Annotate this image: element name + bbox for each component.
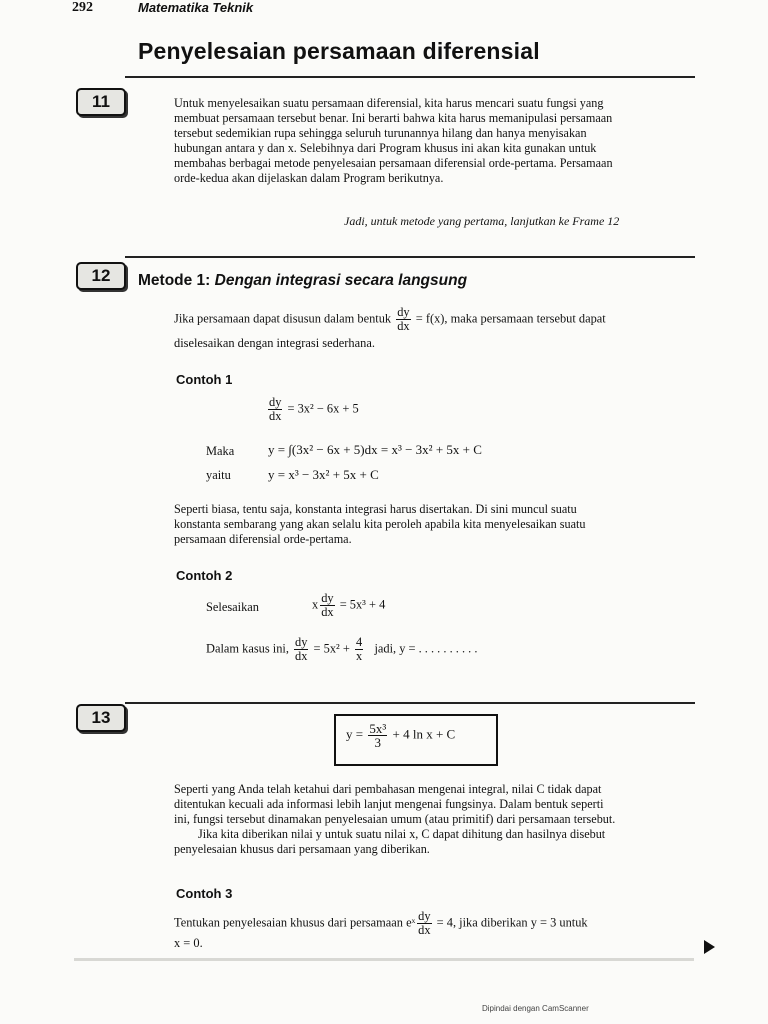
- next-page-arrow-icon: [704, 940, 715, 954]
- frame-divider: [125, 256, 695, 258]
- intro-text: Jika persamaan dapat disusun dalam bentuk: [174, 311, 392, 326]
- frame11-next-link: Jadi, untuk metode yang pertama, lanjutkan ke Frame 12: [344, 214, 620, 228]
- example-3-line-2: x = 0.: [174, 936, 203, 950]
- page-bottom-shadow: [74, 958, 694, 961]
- example-1-equation-3: y = x³ − 3x² + 5x + C: [268, 467, 379, 482]
- frac-num: 5x³: [369, 721, 387, 736]
- frac-den: dx: [397, 319, 410, 333]
- frac-num: 4: [355, 635, 363, 649]
- example-3-heading: Contoh 3: [176, 886, 233, 901]
- frac-den: dx: [295, 649, 308, 663]
- frac-num: dy: [321, 591, 334, 605]
- frame13-line: Jika kita diberikan nilai y untuk suatu nilai x, C dapat dihitung dan hasilnya disebut: [198, 827, 606, 841]
- method-heading-prefix: Metode 1:: [138, 272, 215, 289]
- frame11-line: membuat persamaan tersebut benar. Ini berarti bahwa kita harus memanipulasi persamaan: [174, 111, 613, 125]
- derivative-fraction: [294, 636, 308, 663]
- frame12-paragraph: [174, 502, 698, 547]
- example-1-equation-2: y = ∫(3x² − 6x + 5)dx = x³ − 3x² + 5x + C: [268, 442, 482, 457]
- equation-text: Dalam kasus ini,: [206, 641, 289, 656]
- derivative-fraction: [320, 592, 334, 619]
- intro-line: [174, 306, 606, 333]
- equation-text: eˣ: [406, 915, 416, 930]
- equation-text: = 5x³ + 4: [339, 597, 386, 612]
- frame12-line: Seperti biasa, tentu saja, konstanta integrasi harus disertakan. Di sini muncul suatu: [174, 502, 577, 516]
- frame11-line: membahas berbagai metode penyelesaian persamaan diferensial orde-pertama. Persamaan: [174, 156, 613, 170]
- frame-number-11: 11: [76, 88, 126, 116]
- example-3-line-1: [174, 910, 588, 937]
- equation-var-x: x: [312, 597, 319, 612]
- frame-number-12: 12: [76, 262, 126, 290]
- frame11-paragraph: [174, 96, 698, 186]
- method-heading-title: Dengan integrasi secara langsung: [214, 272, 468, 289]
- example-1-maka: Maka: [206, 444, 235, 458]
- frac-den: dx: [269, 409, 282, 423]
- derivative-fraction: [396, 306, 410, 333]
- frame13-line: ditentukan kecuali ada informasi lebih lanjut mengenai fungsinya. Dalam bentuk seperti: [174, 797, 604, 811]
- intro-text: = f(x), maka persamaan tersebut dapat: [415, 311, 606, 326]
- frac-den: 3: [374, 735, 382, 750]
- scanner-watermark: Dipindai dengan CamScanner: [482, 1004, 589, 1013]
- answer-fraction: [368, 722, 387, 749]
- frac-den: dx: [418, 923, 431, 937]
- example-1-equation-1: [266, 396, 359, 423]
- equation-text: y =: [346, 726, 364, 742]
- section-title: Penyelesaian persamaan diferensial: [138, 38, 540, 64]
- equation-text: = 5x² +: [313, 641, 350, 656]
- frame13-paragraph: [174, 782, 698, 857]
- equation-text: = 4, jika diberikan y = 3 untuk: [436, 915, 588, 930]
- frame13-line: Seperti yang Anda telah ketahui dari pembahasan mengenai integral, nilai C tidak dapat: [174, 782, 602, 796]
- equation-text: Tentukan penyelesaian khusus dari persamaan: [174, 915, 403, 930]
- frac-den: dx: [321, 605, 334, 619]
- example-1-yaitu: yaitu: [206, 468, 231, 482]
- intro-line-2: diselesaikan dengan integrasi sederhana.: [174, 336, 375, 350]
- frac-num: dy: [418, 909, 431, 923]
- example-1-heading: Contoh 1: [176, 372, 233, 387]
- frac-den: x: [355, 649, 363, 663]
- book-title: Matematika Teknik: [138, 0, 254, 15]
- derivative-fraction: [268, 396, 282, 423]
- frame-number-13: 13: [76, 704, 126, 732]
- answer-equation: [346, 722, 455, 749]
- frac-num: dy: [269, 395, 282, 409]
- equation-text: + 4 ln x + C: [392, 726, 456, 742]
- four-over-x-fraction: [355, 636, 363, 663]
- derivative-fraction: [417, 910, 431, 937]
- example-2-equation-1: [312, 592, 385, 619]
- example-2-equation-2: [206, 636, 477, 663]
- frame11-line: Untuk menyelesaikan suatu persamaan diferensial, kita harus mencari suatu fungsi yang: [174, 96, 604, 110]
- frame11-line: hubungan antara y dan x. Selebihnya dari Program khusus ini akan kita gunakan untuk: [174, 141, 597, 155]
- frame13-line: ini, fungsi tersebut dinamakan penyelesaian umum (atau primitif) dari persamaan tersebut.: [174, 812, 616, 826]
- equation-text: jadi, y = . . . . . . . . . .: [374, 641, 478, 656]
- frame11-line: orde-kedua akan dijelaskan dalam Program berikutnya.: [174, 171, 444, 185]
- frame12-line: persamaan diferensial orde-pertama.: [174, 532, 352, 546]
- frame12-line: konstanta sembarang yang akan selalu kita peroleh apabila kita menyelesaikan suatu: [174, 517, 586, 531]
- method-heading: [138, 272, 467, 290]
- page-header: [72, 0, 712, 18]
- frame13-line: penyelesaian khusus dari persamaan yang diberikan.: [174, 842, 430, 856]
- example-2-selesaikan: Selesaikan: [206, 600, 259, 614]
- page-number: 292: [72, 0, 93, 15]
- frac-num: dy: [397, 305, 410, 319]
- frac-num: dy: [295, 635, 308, 649]
- frame11-line: tersebut sedemikian rupa sehingga seluruh turunannya hilang dan hanya menyisakan: [174, 126, 587, 140]
- frame-divider: [125, 76, 695, 78]
- example-2-heading: Contoh 2: [176, 568, 233, 583]
- frame-divider: [125, 702, 695, 704]
- equation-text: = 3x² − 6x + 5: [287, 401, 359, 416]
